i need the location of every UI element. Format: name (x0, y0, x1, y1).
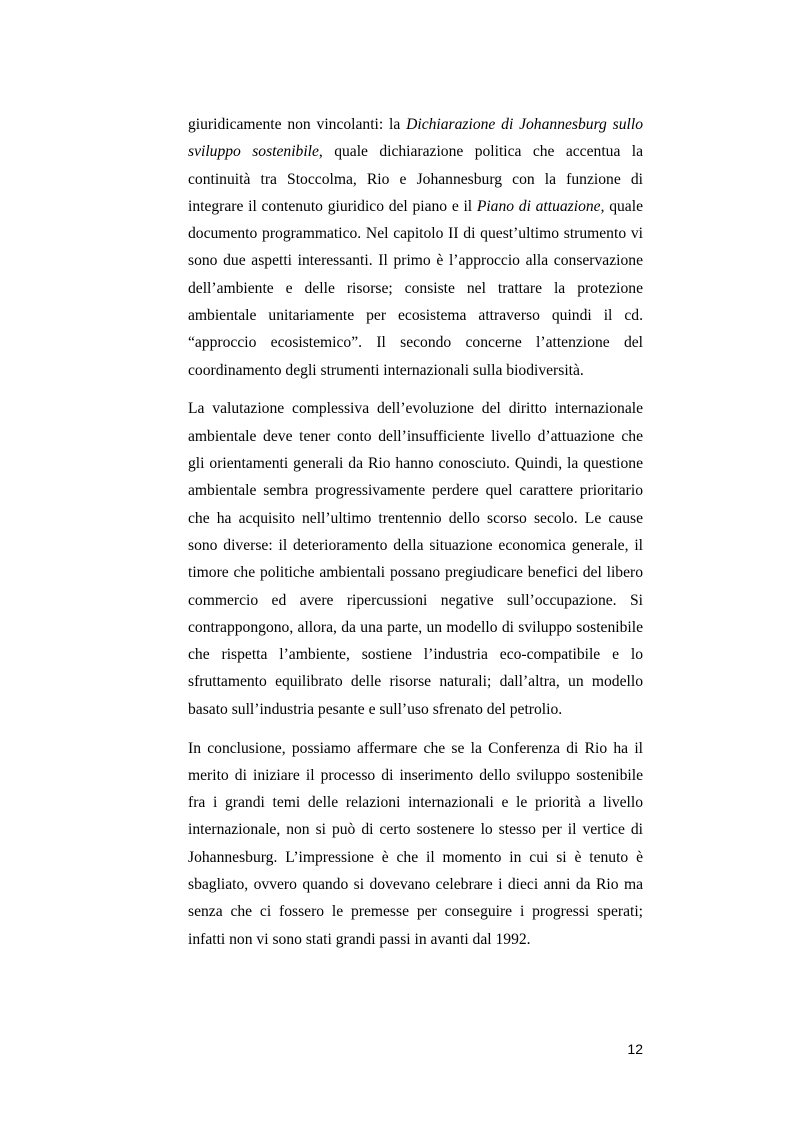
paragraph-2 (188, 395, 643, 723)
paragraph-2-text: La valutazione complessiva dell’evoluzione del diritto internazionale ambientale deve tener conto dell’insufficiente livello d’attuazione che gli orientamenti generali da Rio hanno conosciuto. Quindi, la questione ambientale sembra progressivamente perdere quel carattere prioritario che ha acquisito nell’ultimo trentennio dello scorso secolo. Le cause sono diverse: il deterioramento della situazione economica generale, il timore che politiche ambientali possano pregiudicare benefici del libero commercio ed avere ripercussioni negative sull’occupazione. Si contrappongono, allora, da una parte, un modello di sviluppo sostenibile che rispetta l’ambiente, sostiene l’industria eco-compatibile e lo sfruttamento equilibrato delle risorse naturali; dall’altra, un modello basato sull’industria pesante e sull’uso sfrenato del petrolio. (188, 400, 643, 718)
declaration-title: Dichiarazione di Johannesburg sullo sviluppo sostenibile (188, 116, 643, 161)
paragraph-1 (188, 111, 643, 384)
body-text (188, 111, 643, 953)
implementation-plan-title: Piano di attuazione (476, 197, 601, 215)
paragraph-3-text: In conclusione, possiamo affermare che se la Conferenza di Rio ha il merito di iniziare il processo di inserimento dello sviluppo sostenibile fra i grandi temi delle relazioni internazionali e le priorità a livello internazionale, non si può di certo sostenere lo stesso per il vertice di Johannesburg. L’impressione è che il momento in cui si è tenuto è sbagliato, ovvero quando si dovevano celebrare i dieci anni da Rio ma senza che ci fossero le premesse per conseguire i progressi sperati; infatti non vi sono stati grandi passi in avanti dal 1992. (188, 739, 643, 948)
paragraph-1-text: , quale dichiarazione politica che accentua la continuità tra Stoccolma, Rio e Johannesburg con la funzione di integrare il contenuto giuridico del piano e il (188, 143, 643, 215)
paragraph-1-text: , quale documento programmatico. Nel capitolo II di quest’ultimo strumento vi sono due aspetti interessanti. Il primo è l’approccio alla conservazione dell’ambiente e delle risorse; consiste nel trattare la protezione ambientale unitariamente per ecosistema attraverso quindi il cd. “approccio ecosistemico”. Il secondo concerne l’attenzione del coordinamento degli strumenti internazionali sulla biodiversità. (188, 197, 643, 379)
paragraph-1-text: giuridicamente non vincolanti: la (188, 116, 407, 133)
paragraph-3 (188, 735, 643, 953)
page-number: 12 (627, 1041, 643, 1057)
